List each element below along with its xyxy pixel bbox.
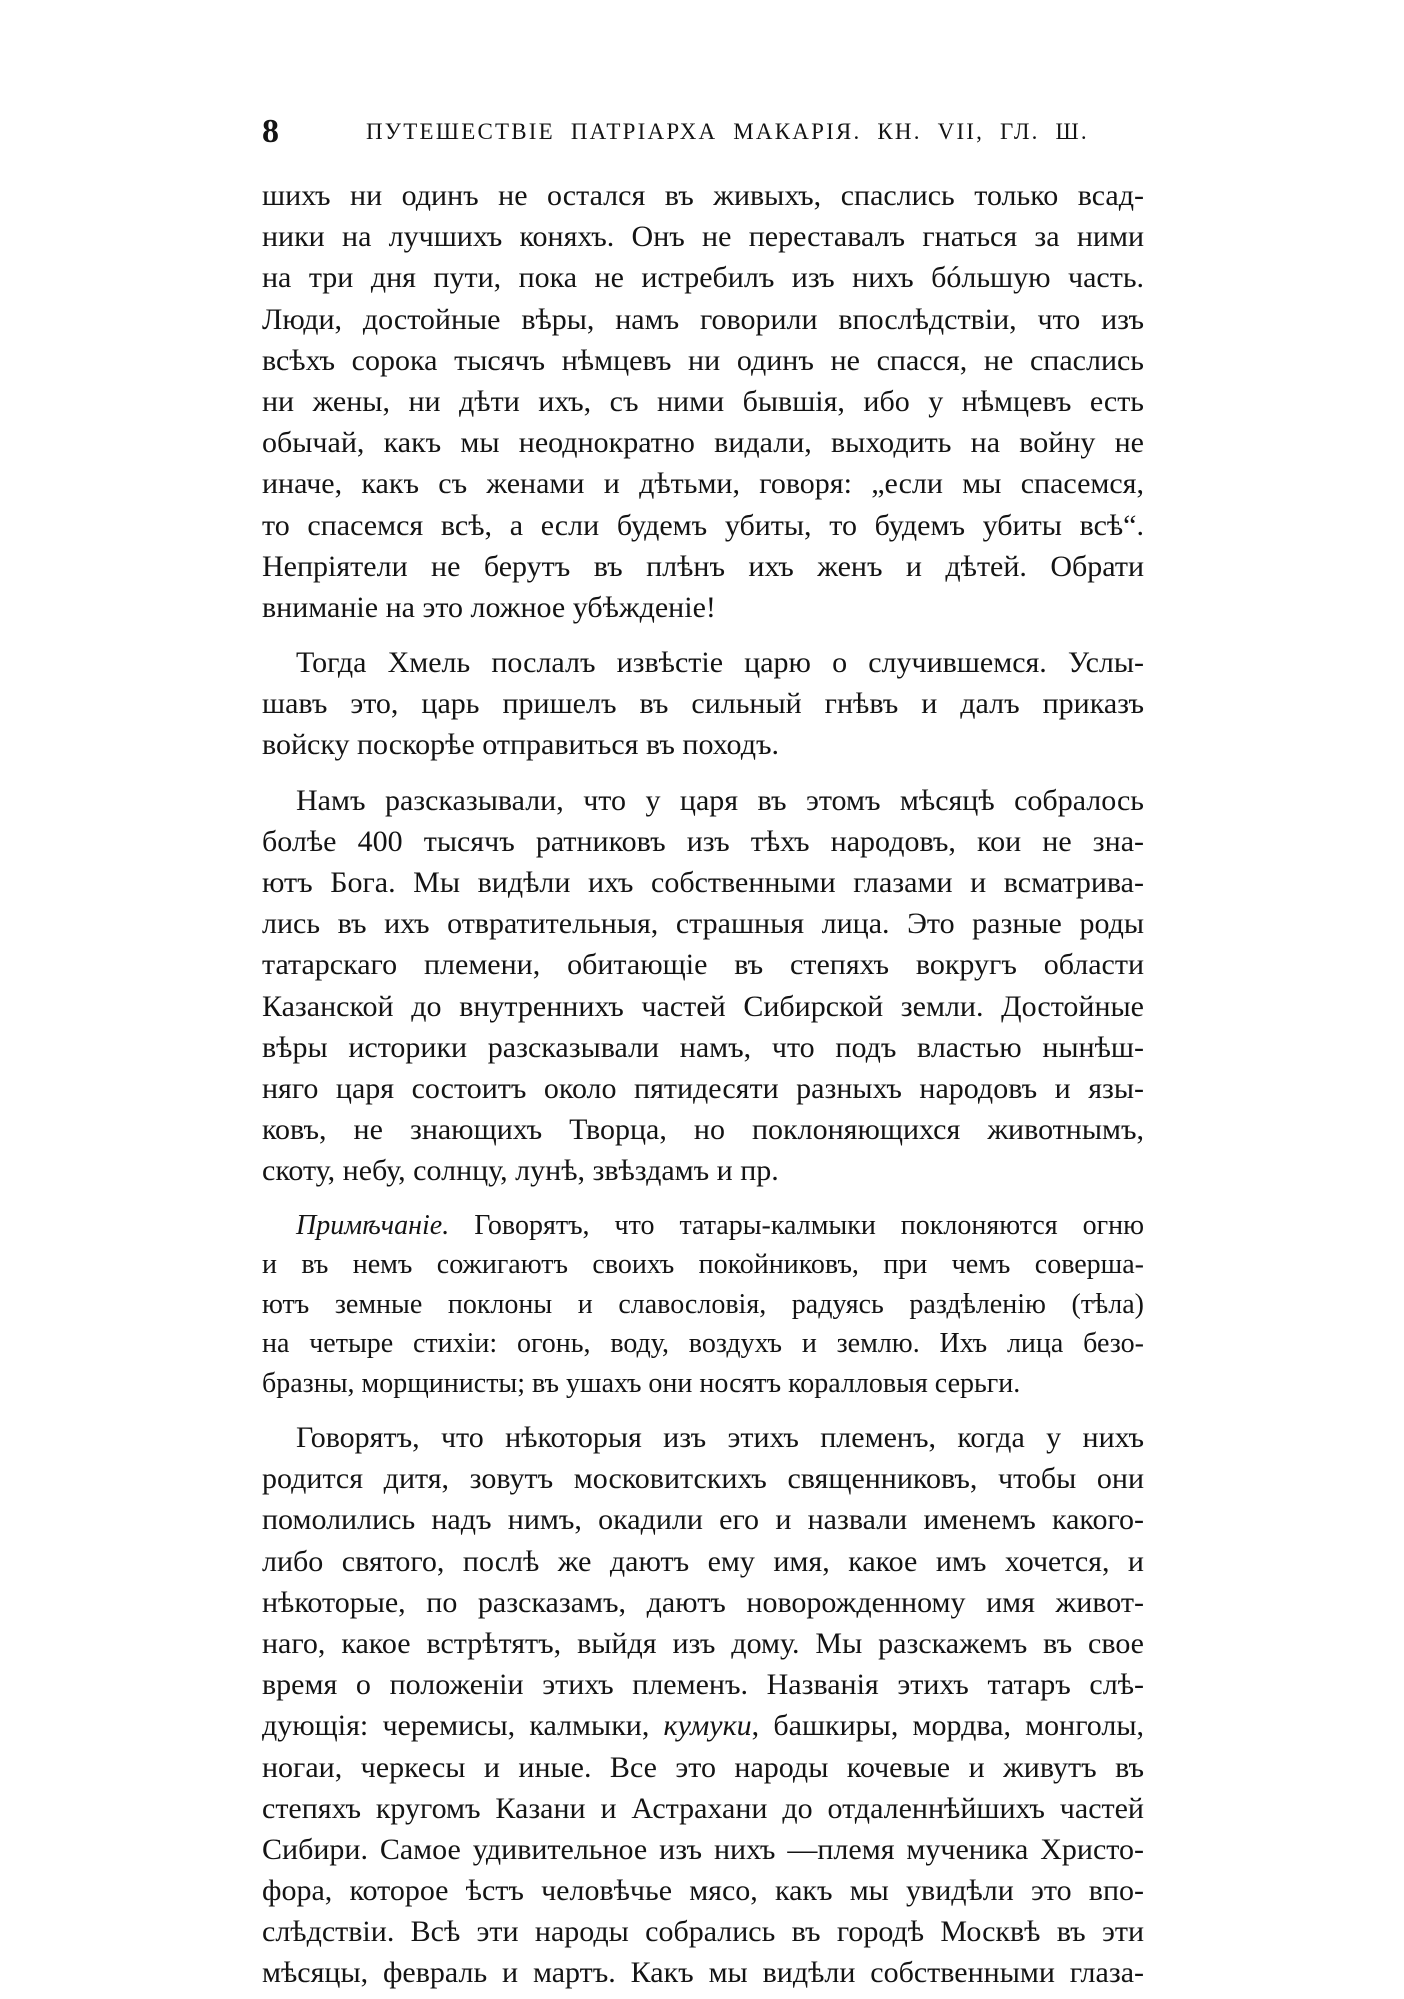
paragraph-1	[262, 175, 1144, 628]
text-line: Говорятъ, что нѣкоторыя изъ этихъ племенъ, когда у нихъ	[296, 1421, 1144, 1454]
page-number: 8	[262, 113, 279, 150]
text-line: ютъ Бога. Мы видѣли ихъ собственными глазами и всматрива-	[262, 866, 1144, 899]
text-line: нѣкоторые, по разсказамъ, даютъ новорожденному имя живот-	[262, 1585, 1144, 1619]
text-line: слѣдствіи. Всѣ эти народы собрались въ городѣ Москвѣ въ эти	[262, 1915, 1144, 1949]
text-line: и въ немъ сожигаютъ своихъ покойниковъ, при чемъ соверша-	[262, 1249, 1144, 1280]
text-line: Тогда Хмель послалъ извѣстіе царю о случившемся. Услы-	[296, 646, 1144, 680]
note-label: Примѣчаніе.	[296, 1209, 450, 1241]
text-line: родится дитя, зовутъ московитскихъ священниковъ, чтобы они	[262, 1462, 1144, 1496]
text-line: либо святого, послѣ же даютъ ему имя, какое имъ хочется, и	[262, 1544, 1144, 1578]
text-line: Казанской до внутреннихъ частей Сибирской земли. Достойные	[262, 989, 1144, 1023]
text-line: шавъ это, царь пришелъ въ сильный гнѣвъ и далъ приказъ	[262, 687, 1144, 721]
text-line: наго, какое встрѣтятъ, выйдя изъ дому. Мы разскажемъ въ свое	[262, 1626, 1144, 1660]
text-line: на четыре стихіи: огонь, воду, воздухъ и землю. Ихъ лица безо-	[262, 1328, 1144, 1359]
text-line: татарскаго племени, обитающіе въ степяхъ вокругъ области	[262, 948, 1144, 982]
note-text: Говорятъ, что татары-калмыки поклоняются огню	[474, 1209, 1144, 1241]
running-header	[262, 112, 1142, 152]
text-fragment: дующія: черемисы, калмыки,	[262, 1709, 650, 1743]
text-line: шихъ ни одинъ не остался въ живыхъ, спаслись только всад-	[262, 179, 1144, 212]
text-line: Непріятели не берутъ въ плѣнъ ихъ женъ и дѣтей. Обрати	[262, 549, 1144, 583]
text-line: лись въ ихъ отвратительныя, страшныя лица. Это разные роды	[262, 907, 1144, 941]
text-line: помолились надъ нимъ, окадили его и назвали именемъ какого-	[262, 1503, 1144, 1537]
text-fragment: , башкиры, мордва, монголы,	[751, 1709, 1144, 1743]
running-title: ПУТЕШЕСТВІЕ ПАТРІАРХА МАКАРІЯ. КН. VII, ГЛ. Ш.	[366, 119, 1089, 144]
text-line: иначе, какъ съ женами и дѣтьми, говоря: „если мы спасемся,	[262, 467, 1144, 501]
text-line: войску поскорѣе отправиться въ походъ.	[262, 728, 779, 762]
text-line: на три дня пути, пока не истребилъ изъ нихъ бóльшую часть.	[262, 261, 1144, 295]
text-line: фора, которое ѣстъ человѣчье мясо, какъ мы увидѣли это впо-	[262, 1874, 1144, 1908]
note-paragraph	[262, 1206, 1144, 1404]
text-line: степяхъ кругомъ Казани и Астрахани до отдаленнѣйшихъ частей	[262, 1791, 1144, 1825]
text-line: вниманіе на это ложное убѣжденіе!	[262, 590, 716, 624]
text-line: скоту, небу, солнцу, лунѣ, звѣздамъ и пр.	[262, 1154, 779, 1188]
text-line: Сибири. Самое удивительное изъ нихъ —племя мученика Христо-	[262, 1832, 1144, 1866]
text-line: Намъ разсказывали, что у царя въ этомъ мѣсяцѣ собралось	[296, 783, 1144, 817]
text-line: бразны, морщинисты; въ ушахъ они носятъ коралловыя серьги.	[262, 1367, 1021, 1399]
paragraph-3	[262, 780, 1144, 1192]
body-text	[262, 175, 1144, 1994]
text-line: ни жены, ни дѣти ихъ, съ ними бывшія, ибо у нѣмцевъ есть	[262, 384, 1144, 418]
italic-term: кумуки	[663, 1709, 752, 1743]
text-line: болѣе 400 тысячъ ратниковъ изъ тѣхъ народовъ, кои не зна-	[262, 824, 1144, 858]
text-line: время о положеніи этихъ племенъ. Названія этихъ татаръ слѣ-	[262, 1668, 1144, 1702]
text-line: вѣры историки разсказывали намъ, что подъ властью нынѣш-	[262, 1030, 1144, 1064]
paragraph-2	[262, 642, 1144, 766]
text-line: няго царя состоитъ около пятидесяти разныхъ народовъ и язы-	[262, 1071, 1144, 1105]
text-line	[262, 1705, 1144, 1746]
text-line: ники на лучшихъ коняхъ. Онъ не переставалъ гнаться за ними	[262, 220, 1144, 254]
text-line	[262, 1206, 1144, 1246]
text-line: всѣхъ сорока тысячъ нѣмцевъ ни одинъ не спасся, не спаслись	[262, 343, 1144, 377]
text-line: ногаи, черкесы и иные. Все это народы кочевые и живутъ въ	[262, 1750, 1144, 1784]
text-line: обычай, какъ мы неоднократно видали, выходить на войну не	[262, 426, 1144, 460]
text-line: мѣсяцы, февраль и мартъ. Какъ мы видѣли собственными глаза-	[262, 1956, 1144, 1990]
text-line: ютъ земные поклоны и славословія, радуясь раздѣленію (тѣла)	[262, 1288, 1144, 1320]
text-line: ковъ, не знающихъ Творца, но поклоняющихся животнымъ,	[262, 1113, 1144, 1147]
paragraph-5	[262, 1417, 1144, 1994]
text-line: то спасемся всѣ, а если будемъ убиты, то будемъ убиты всѣ“.	[262, 508, 1144, 542]
text-line: Люди, достойные вѣры, намъ говорили впослѣдствіи, что изъ	[262, 302, 1144, 336]
